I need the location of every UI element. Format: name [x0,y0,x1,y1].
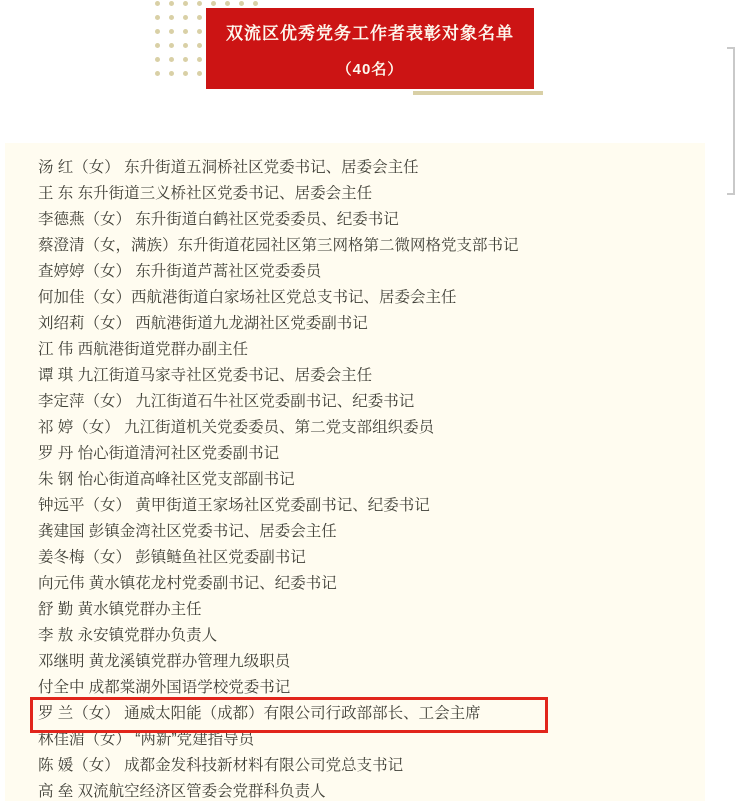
list-item: 江 伟 西航港街道党群办副主任 [38,341,249,358]
list-item: 邓继明 黄龙溪镇党群办管理九级职员 [38,653,291,670]
list-item: 钟远平（女） 黄甲街道王家场社区党委副书记、纪委书记 [38,497,430,514]
list-item: 林佳湄（女） “两新”党建指导员 [38,731,255,748]
page-title: 双流区优秀党务工作者表彰对象名单 [226,23,514,43]
list-item: 付全中 成都棠湖外国语学校党委书记 [38,679,291,696]
list-item: 刘绍莉（女） 西航港街道九龙湖社区党委副书记 [38,315,368,332]
list-item: 姜冬梅（女） 彭镇鲢鱼社区党委副书记 [38,549,306,566]
header-banner [206,8,534,89]
header-count-subtitle: （40名） [336,60,404,78]
list-item: 李德燕（女） 东升街道白鹤社区党委委员、纪委书记 [38,211,399,228]
list-item: 谭 琪 九江街道马家寺社区党委书记、居委会主任 [38,367,373,384]
list-item-highlighted: 罗 兰（女） 通威太阳能（成都）有限公司行政部部长、工会主席 [38,705,481,722]
list-item: 查婷婷（女） 东升街道芦蒿社区党委委员 [38,263,322,280]
list-item: 王 东 东升街道三义桥社区党委书记、居委会主任 [38,185,373,202]
list-item: 祁 婷（女） 九江街道机关党委委员、第二党支部组织委员 [38,419,435,436]
list-item: 汤 红（女） 东升街道五洞桥社区党委书记、居委会主任 [38,159,419,176]
highlight-rectangle [30,697,548,733]
gold-accent-bar [413,91,543,95]
list-item: 舒 勤 黄水镇党群办主任 [38,601,202,618]
list-item: 何加佳（女）西航港街道白家场社区党总支书记、居委会主任 [38,289,457,306]
scrollbar-track[interactable] [727,47,735,195]
list-item: 罗 丹 怡心街道清河社区党委副书记 [38,445,280,462]
list-item: 龚建国 彭镇金湾社区党委书记、居委会主任 [38,523,337,540]
list-item: 朱 钢 怡心街道高峰社区党支部副书记 [38,471,295,488]
list-item: 李 敖 永安镇党群办负责人 [38,627,218,644]
list-item: 向元伟 黄水镇花龙村党委副书记、纪委书记 [38,575,337,592]
list-item: 高 垒 双流航空经济区管委会党群科负责人 [38,783,326,800]
list-item: 蔡澄清（女，满族）东升街道花园社区第三网格第二微网格党支部书记 [38,237,519,254]
list-item: 陈 媛（女） 成都金发科技新材料有限公司党总支书记 [38,757,404,774]
list-item: 李定萍（女） 九江街道石牛社区党委副书记、纪委书记 [38,393,415,410]
